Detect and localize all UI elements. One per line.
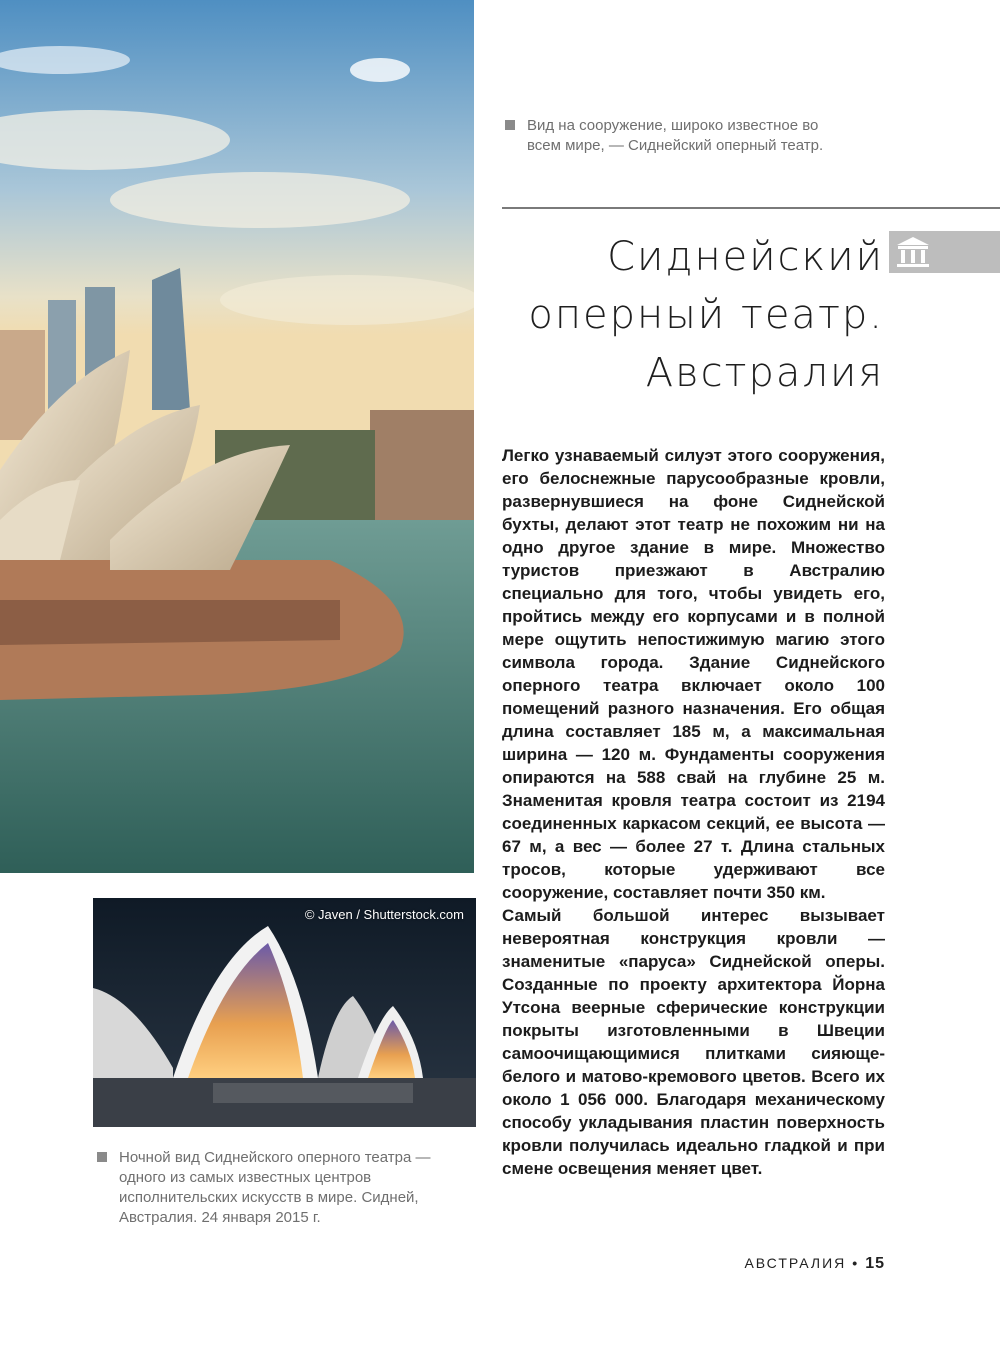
page-title xyxy=(484,228,884,402)
article-body xyxy=(502,444,885,1180)
caption-top-text: Вид на сооружение, широко известное во всем мире, — Сиднейский оперный театр. xyxy=(527,117,824,154)
caption-bottom-text: Ночной вид Сиднейского оперного театра — одного из самых известных центров исполнительских искусств в мире. Сидней, Австралия. 24 января 2015 г. xyxy=(119,1149,431,1226)
caption-bottom xyxy=(97,1148,467,1228)
footer-separator: • xyxy=(852,1255,860,1271)
opera-house-day-photo xyxy=(0,0,474,873)
caption-bullet xyxy=(97,1152,107,1162)
title-line-2: оперный театр. xyxy=(528,292,884,338)
title-line-1: Сиднейский xyxy=(607,234,884,280)
temple-columns-icon xyxy=(894,233,932,271)
header-rule xyxy=(502,207,1000,209)
caption-top xyxy=(505,116,825,156)
photo-credit: © Javen / Shutterstock.com xyxy=(304,907,464,922)
page-number: 15 xyxy=(865,1255,885,1272)
footer-section: АВСТРАЛИЯ xyxy=(744,1255,847,1271)
opera-house-night-photo xyxy=(93,898,476,1127)
page-footer xyxy=(744,1255,885,1273)
caption-bullet xyxy=(505,120,515,130)
title-line-3: Австралия xyxy=(645,350,884,396)
paragraph-1: Легко узнаваемый силуэт этого сооружения, его белоснежные парусообразные кровли, развернувшиеся на фоне Сиднейской бухты, делают этот театр не похожим ни на одно другое здание в мире. Множество туристов приезжают в Австралию специально для того, чтобы увидеть его, пройтись между его корпусами и в полной мере ощутить непостижимую магию этого символа города. Здание Сиднейского оперного театра включает около 100 помещений разного назначения. Его общая длина составляет 185 м, а максимальная ширина — 120 м. Фундаменты сооружения опираются на 588 свай на глубине 25 м. Знаменитая кровля театра состоит из 2194 соединенных каркасом секций, ее высота — 67 м, а вес — более 27 т. Длина стальных тросов, которые удерживают все сооружение, составляет почти 350 км. xyxy=(502,446,885,902)
paragraph-2: Самый большой интерес вызывает невероятная конструкция кровли — знаменитые «паруса» Сиднейской оперы. Созданные по проекту архитектора Йорна Утсона веерные сферические конструкции покрыты изготовленными в Швеции самоочищающимися плитками сияюще-белого и матово-кремового цветов. Всего их около 1 056 000. Благодаря механическому способу укладывания пластин поверхность кровли получилась идеально гладкой и при смене освещения меняет цвет. xyxy=(502,906,885,1178)
